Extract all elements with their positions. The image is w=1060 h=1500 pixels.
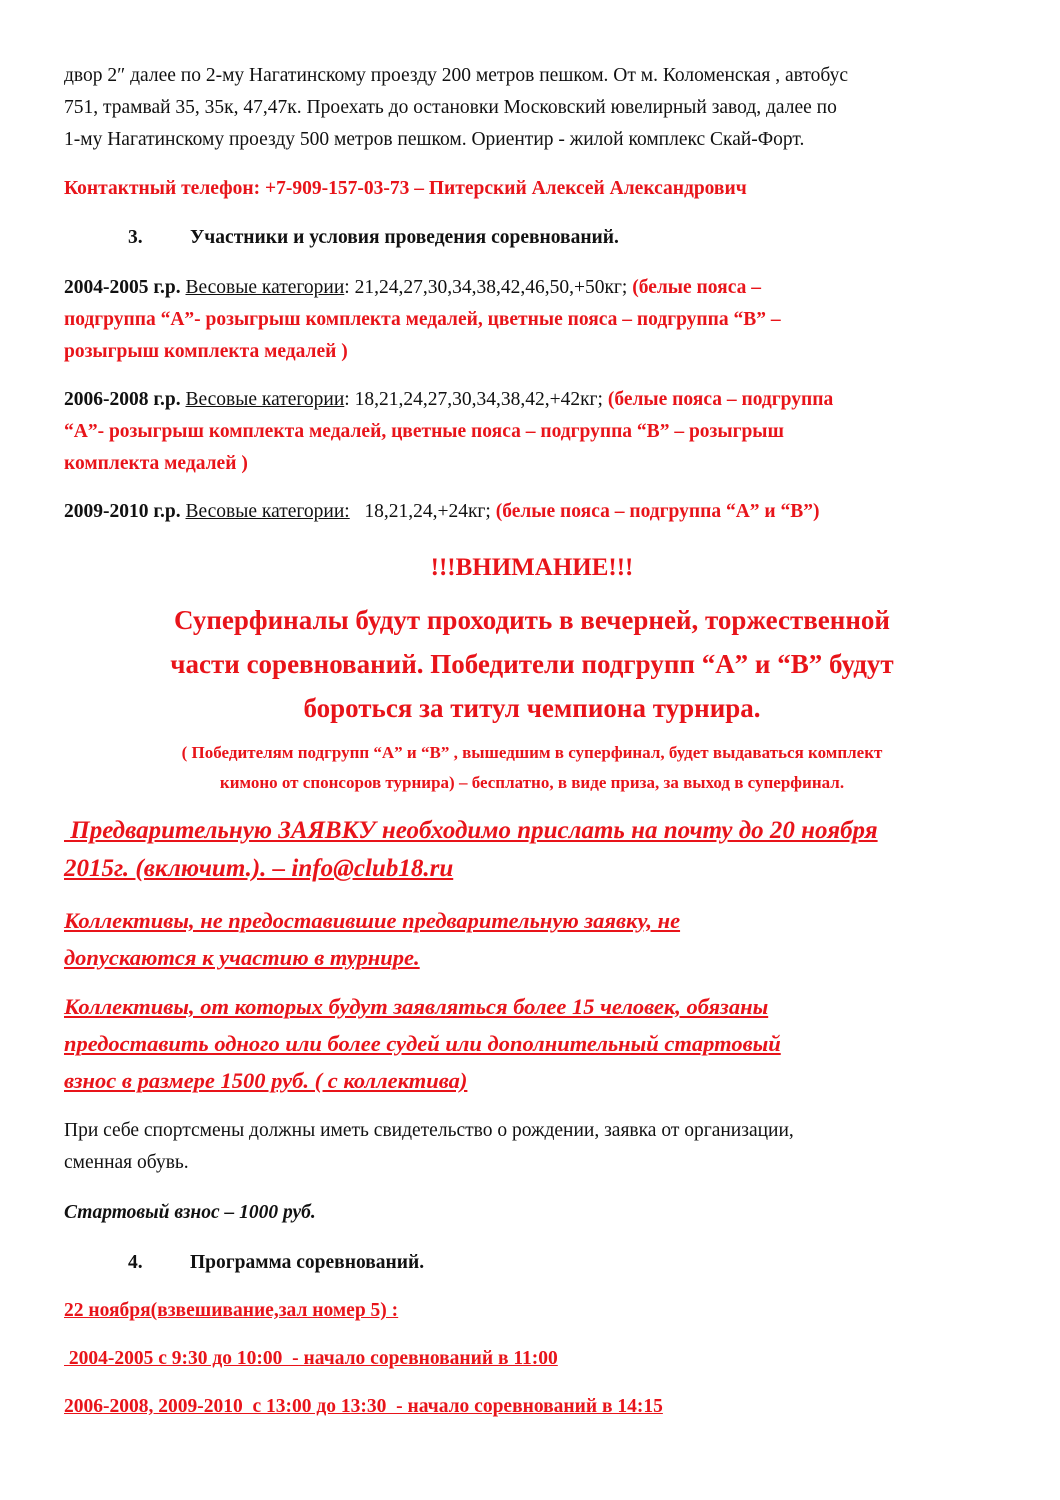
age-group-2004-2005 [64, 272, 1000, 368]
belt-note: (белые пояса – подгруппа “А” и “В”) [495, 501, 820, 522]
directions-line: 1-му Нагатинскому проезду 500 метров пешком. Ориентир - жилой комплекс Скай-Форт. [64, 129, 805, 150]
age-group-2006-2008 [64, 384, 1000, 480]
application-notice [64, 812, 1000, 888]
age-group-years: 2009-2010 г.р. [64, 501, 181, 522]
age-group-years: 2004-2005 г.р. [64, 277, 181, 298]
weight-categories: : 21,24,27,30,34,38,42,46,50,+50кг; [344, 277, 633, 298]
documents-line: сменная обувь. [64, 1152, 189, 1173]
superfinal-notice [64, 598, 1000, 730]
directions-line: двор 2″ далее по 2-му Нагатинскому проезду 200 метров пешком. От м. Коломенская , автобус [64, 65, 848, 86]
judges-notice [64, 988, 1000, 1099]
no-application-notice [64, 902, 1000, 976]
prize-line: кимоно от спонсоров турнира) – бесплатно, в виде приза, за выход в суперфинал. [219, 773, 845, 792]
directions-line: 751, трамвай 35, 35к, 47,47к. Проехать до остановки Московский ювелирный завод, далее по [64, 97, 837, 118]
belt-note: комплекта медалей ) [64, 453, 248, 474]
documents-paragraph [64, 1115, 1000, 1179]
section-4-heading [64, 1247, 1000, 1279]
start-fee: Стартовый взнос – 1000 руб. [64, 1202, 316, 1223]
section-3-number: 3. [128, 227, 143, 248]
age-group-line [64, 272, 1000, 304]
judges-line: взнос в размере 1500 руб. ( с коллектива) [64, 1068, 468, 1093]
section-4-title: Программа соревнований. [190, 1252, 425, 1273]
directions-paragraph [64, 60, 1000, 156]
document-page [64, 60, 1000, 1423]
age-group-line [64, 384, 1000, 416]
section-3-heading [64, 222, 1000, 254]
weight-categories-label: Весовые категории: [185, 501, 350, 522]
belt-note: “А”- розыгрыш комплекта медалей, цветные пояса – подгруппа “В” – розыгрыш [64, 421, 784, 442]
age-group-2009-2010 [64, 496, 1000, 528]
schedule-day: 22 ноября(взвешивание,зал номер 5) : [64, 1300, 399, 1321]
prize-line: ( Победителям подгрупп “А” и “В” , вышедшим в суперфинал, будет выдаваться комплект [181, 743, 883, 762]
belt-note: (белые пояса – [632, 277, 761, 298]
schedule-item: 2006-2008, 2009-2010 с 13:00 до 13:30 - начало соревнований в 14:15 [64, 1396, 663, 1417]
attention-heading: !!!ВНИМАНИЕ!!! [430, 554, 634, 581]
contact-phone: Контактный телефон: +7-909-157-03-73 – Питерский Алексей Александрович [64, 178, 747, 199]
weight-categories: : 18,21,24,27,30,34,38,42,+42кг; [344, 389, 608, 410]
section-4-number: 4. [128, 1252, 143, 1273]
prize-notice [64, 738, 1000, 798]
belt-note: подгруппа “А”- розыгрыш комплекта медалей, цветные пояса – подгруппа “В” – [64, 309, 781, 330]
application-line: Предварительную ЗАЯВКУ необходимо прислать на почту до 20 ноября [64, 817, 878, 844]
age-group-years: 2006-2008 г.р. [64, 389, 181, 410]
superfinal-line: Суперфиналы будут проходить в вечерней, торжественной [174, 605, 890, 635]
no-application-line: Коллективы, не предоставившие предварительную заявку, не [64, 908, 681, 933]
belt-note: (белые пояса – подгруппа [607, 389, 834, 410]
age-group-line [64, 496, 1000, 528]
schedule-item: 2004-2005 с 9:30 до 10:00 - начало соревнований в 11:00 [64, 1348, 558, 1369]
superfinal-line: бороться за титул чемпиона турнира. [303, 693, 761, 723]
superfinal-line: части соревнований. Победители подгрупп “А” и “В” будут [170, 649, 894, 679]
section-3-title: Участники и условия проведения соревнований. [190, 227, 619, 248]
documents-line: При себе спортсмены должны иметь свидетельство о рождении, заявка от организации, [64, 1120, 794, 1141]
judges-line: Коллективы, от которых будут заявляться более 15 человек, обязаны [64, 994, 769, 1019]
no-application-line: допускаются к участию в турнире. [64, 945, 420, 970]
weight-categories: 18,21,24,+24кг; [349, 501, 496, 522]
application-line: 2015г. (включит.). – info@club18.ru [64, 855, 454, 882]
weight-categories-label: Весовые категории [185, 389, 345, 410]
judges-line: предоставить одного или более судей или дополнительный стартовый [64, 1031, 781, 1056]
weight-categories-label: Весовые категории [185, 277, 345, 298]
belt-note: розыгрыш комплекта медалей ) [64, 341, 348, 362]
